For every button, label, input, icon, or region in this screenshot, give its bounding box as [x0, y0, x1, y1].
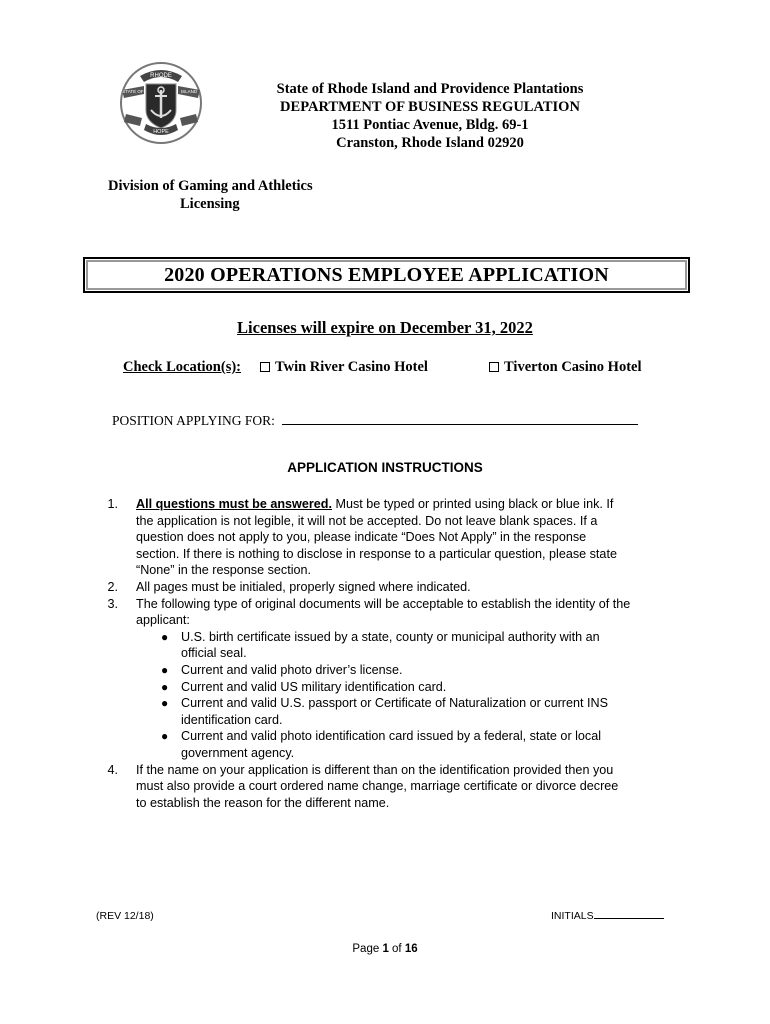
instruction-text: Must be typed or printed using black or blue ink. If [331, 497, 614, 511]
location-option-label: Twin River Casino Hotel [275, 359, 428, 375]
instruction-text: If the name on your application is different than on the identification provided then you [136, 762, 614, 777]
instruction-text: The following type of original documents will be acceptable to establish the identity of the [136, 596, 631, 611]
bullet-text: Current and valid U.S. passport or Certificate of Naturalization or current INS [181, 696, 608, 711]
bullet-text: Current and valid photo driver’s license. [181, 663, 403, 677]
page-number [0, 943, 770, 955]
seal-left-text: STATE OF [122, 89, 144, 94]
list-item-number: 4. [107, 762, 118, 777]
instructions-list [0, 496, 770, 856]
revision-label: (REV 12/18) [96, 910, 154, 922]
header-address: 1511 Pontiac Avenue, Bldg. 69-1 [331, 117, 529, 133]
bullet-icon: ● [161, 696, 169, 711]
location-label: Check Location(s): [123, 359, 242, 375]
state-seal-logo [118, 60, 204, 146]
list-item-number: 1. [107, 497, 118, 511]
bullet-text: Current and valid photo identification card issued by a federal, state or local [181, 729, 602, 744]
instruction-text: section. If there is nothing to disclose in response to a particular question, please state [136, 546, 617, 561]
header-department: DEPARTMENT OF BUSINESS REGULATION [280, 99, 580, 115]
page-prefix: Page [352, 943, 383, 955]
checkbox-icon[interactable] [489, 362, 499, 372]
seal-right-text: ISLAND [180, 89, 198, 94]
list-item-number: 3. [107, 596, 118, 611]
bullet-text: Current and valid US military identification card. [181, 679, 447, 694]
title-box [83, 257, 690, 293]
header-city: Cranston, Rhode Island 02920 [336, 135, 524, 151]
license-expiry-notice: Licenses will expire on December 31, 2022 [237, 318, 533, 337]
bullet-icon: ● [161, 629, 169, 644]
bullet-icon: ● [161, 663, 169, 677]
instruction-text: to establish the reason for the different name. [136, 795, 390, 810]
division-name: Division of Gaming and Athletics [108, 178, 313, 194]
bullet-icon: ● [161, 729, 169, 744]
instruction-text: question does not apply to you, please indicate “Does Not Apply” in the response [136, 530, 587, 545]
bullet-text: government agency. [181, 746, 295, 760]
seal-top-text: RHODE [150, 73, 172, 79]
page-total: 16 [404, 943, 418, 955]
instruction-text: must also provide a court ordered name change, marriage certificate or divorce decree [136, 779, 619, 794]
location-option-tiverton[interactable] [489, 359, 641, 376]
page-middle: of [388, 943, 405, 955]
bullet-text: identification card. [181, 712, 283, 727]
instructions-heading: APPLICATION INSTRUCTIONS [287, 460, 483, 475]
instruction-text: “None” in the response section. [136, 563, 312, 578]
location-option-twin-river[interactable] [260, 359, 428, 376]
division-subname: Licensing [180, 196, 240, 212]
instruction-text: All pages must be initialed, properly signed where indicated. [136, 580, 471, 594]
instruction-text: the application is not legible, it will not be accepted. Do not leave blank spaces. If a [136, 513, 598, 528]
header-state-name: State of Rhode Island and Providence Plantations [276, 81, 584, 97]
initials-label: INITIALS [551, 910, 594, 922]
position-label: POSITION APPLYING FOR: [112, 413, 275, 428]
instruction-emphasis: All questions must be answered. [136, 497, 332, 511]
bullet-text: U.S. birth certificate issued by a state, county or municipal authority with an [181, 629, 600, 644]
bullet-icon: ● [161, 679, 169, 694]
list-item-number: 2. [107, 580, 118, 594]
seal-bottom-text: HOPE [153, 129, 169, 135]
position-input[interactable] [282, 424, 638, 425]
bullet-text: official seal. [181, 646, 247, 661]
page-title: 2020 OPERATIONS EMPLOYEE APPLICATION [164, 264, 609, 286]
page-current: 1 [382, 943, 389, 955]
checkbox-icon[interactable] [260, 362, 270, 372]
list-item [136, 496, 613, 513]
initials-input[interactable] [594, 918, 664, 919]
instruction-text: applicant: [136, 613, 190, 628]
location-option-label: Tiverton Casino Hotel [504, 359, 642, 375]
